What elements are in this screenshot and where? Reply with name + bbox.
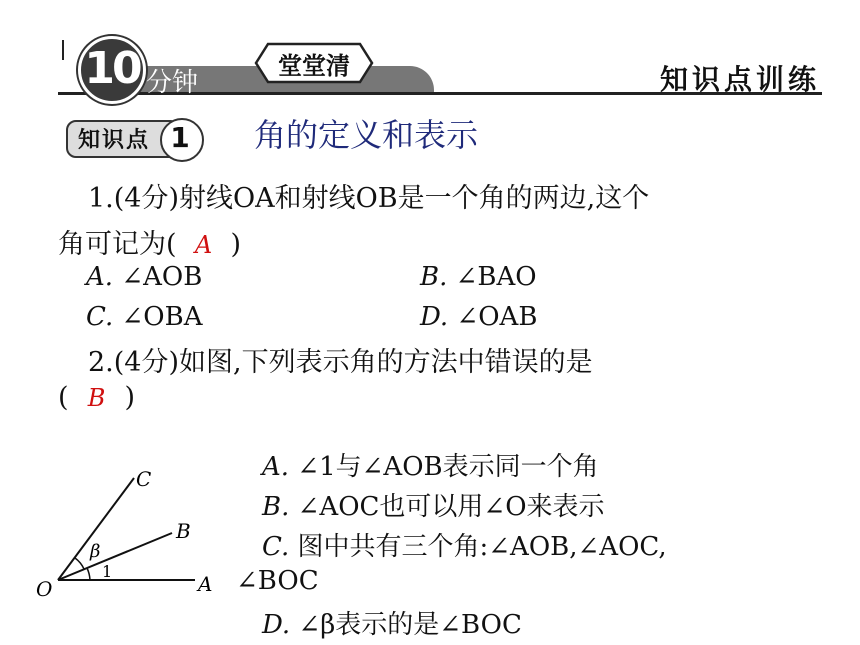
minutes-label: 分钟 <box>146 68 199 98</box>
option-letter: A. <box>86 262 114 292</box>
q2-paren-open: ( <box>58 382 69 413</box>
option-letter: D. <box>262 610 291 640</box>
angle-arc-1 <box>87 568 90 580</box>
q1-option-c <box>86 302 202 332</box>
q2-answer-text: B <box>87 384 106 412</box>
badge-number: 10 <box>84 43 140 94</box>
tag-text: 堂堂清 <box>278 52 350 80</box>
option-letter: B. <box>262 492 290 522</box>
label-o: O <box>36 577 53 601</box>
knowledge-point-label: 知识点 <box>78 128 151 153</box>
header-tick-mark <box>62 40 64 60</box>
option-text: ∠β表示的是∠BOC <box>298 610 522 640</box>
tag-banner <box>246 38 382 88</box>
label-beta: β <box>90 541 101 562</box>
q1-stem-start: 角可记为( <box>58 229 177 260</box>
q1-stem-line1: 1.(4分)射线OA和射线OB是一个角的两边,这个 <box>88 183 650 214</box>
option-letter: C. <box>262 532 290 562</box>
option-text: ∠OBA <box>121 302 203 332</box>
label-c: C <box>136 467 152 491</box>
option-text: 图中共有三个角:∠AOB,∠AOC, <box>297 532 667 562</box>
q1-option-b <box>420 262 537 292</box>
option-letter: B. <box>420 262 448 292</box>
section-title: 知识点训练 <box>659 63 820 96</box>
option-text: ∠OAB <box>456 302 538 332</box>
q1-answer-text: A <box>194 231 213 259</box>
q1-answer <box>177 229 231 260</box>
option-text: ∠AOB <box>121 262 203 292</box>
option-text: ∠AOC也可以用∠O来表示 <box>297 492 605 522</box>
label-a: A <box>198 572 213 596</box>
label-one: 1 <box>102 562 113 581</box>
q1-stem-line2 <box>58 222 241 261</box>
option-text: ∠BOC <box>236 566 319 596</box>
minutes-badge <box>78 36 146 104</box>
q2-option-a <box>262 446 599 483</box>
knowledge-point-number: 1 <box>170 121 190 154</box>
q1-option-a <box>86 262 202 292</box>
q1-stem-end: ) <box>230 229 242 260</box>
q2-stem-line1: 2.(4分)如图,下列表示角的方法中错误的是 <box>88 347 593 378</box>
q2-option-d <box>262 604 522 641</box>
q1-option-d <box>420 302 537 332</box>
q2-option-b <box>262 486 605 523</box>
option-text: ∠1与∠AOB表示同一个角 <box>297 452 599 482</box>
q2-stem-line2 <box>58 382 135 413</box>
angle-arc-beta <box>75 558 84 569</box>
q2-answer <box>69 382 125 413</box>
q2-option-c-continued <box>236 566 319 596</box>
label-b: B <box>176 519 191 543</box>
q2-paren-close: ) <box>124 382 136 413</box>
angle-figure <box>30 460 230 605</box>
q2-option-c <box>262 526 667 563</box>
option-letter: D. <box>420 302 449 332</box>
knowledge-point-title: 角的定义和表示 <box>254 116 479 154</box>
option-letter: C. <box>86 302 114 332</box>
option-letter: A. <box>262 452 290 482</box>
option-text: ∠BAO <box>455 262 537 292</box>
